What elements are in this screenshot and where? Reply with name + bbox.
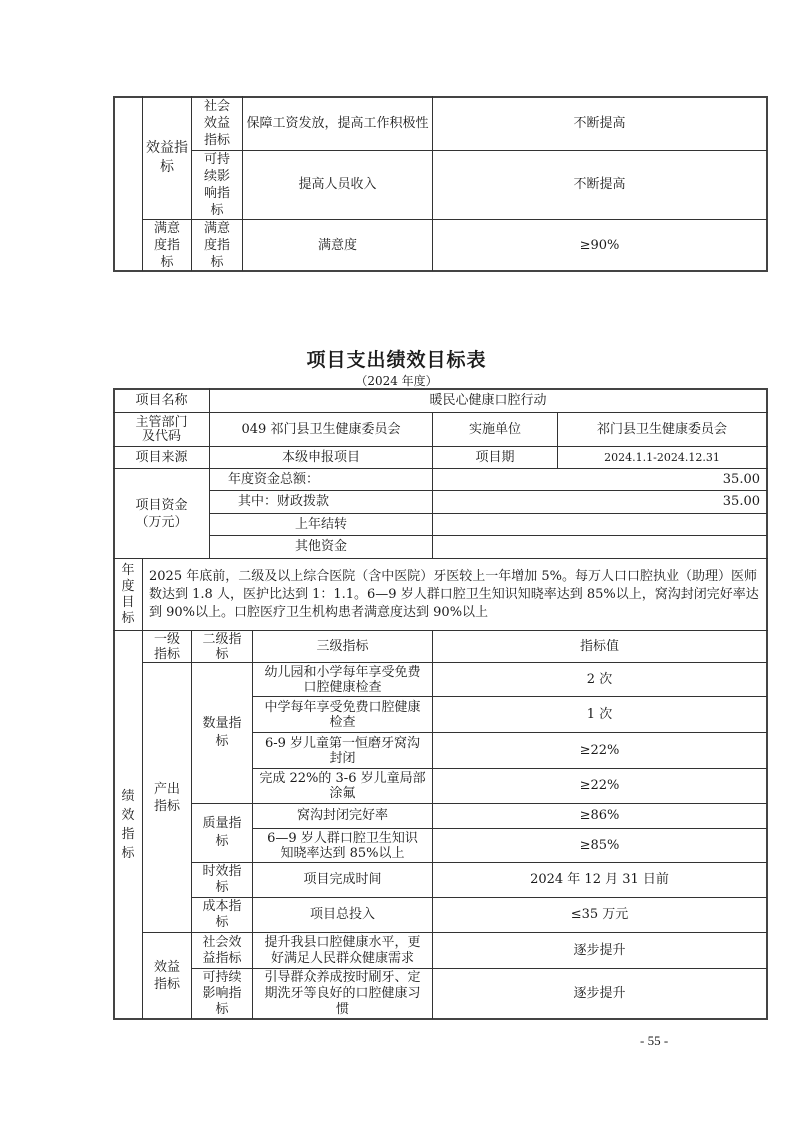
output-indicators-label: 产出指标 bbox=[153, 781, 180, 814]
header-level3: 三级指标 bbox=[316, 638, 369, 654]
value-cell: 不断提高 bbox=[573, 115, 626, 131]
funds-carryover-label: 上年结转 bbox=[294, 516, 347, 532]
level3-cell: 提高人员收入 bbox=[298, 177, 377, 192]
benefit-level3-cell: 提升我县口腔健康水平，更好满足人民群众健康需求 bbox=[264, 934, 421, 966]
border bbox=[766, 96, 768, 272]
dept-label: 主管部门及代码 bbox=[135, 414, 188, 444]
page-title: 项目支出绩效目标表 bbox=[306, 349, 487, 371]
quantity-value-cell: 2 次 bbox=[586, 671, 613, 687]
sustainable-impact-label: 可持续影响指标 bbox=[202, 969, 242, 1017]
period-label: 项目期 bbox=[475, 449, 515, 465]
performance-indicators-label: 绩效指标 bbox=[121, 789, 135, 861]
benefit-level3-cell: 引导群众养成按时刷牙、定期洗牙等良好的口腔健康习惯 bbox=[264, 969, 421, 1017]
quantity-level3-cell: 6-9 岁儿童第一恒磨牙窝沟封闭 bbox=[264, 735, 421, 766]
funds-other-value bbox=[433, 536, 766, 558]
satisfaction-value-cell: ≥90% bbox=[579, 237, 620, 253]
quality-indicators-label: 质量指标 bbox=[202, 816, 242, 849]
level3-cell: 保障工资发放，提高工作积极性 bbox=[246, 115, 429, 131]
quantity-level3-cell: 中学每年享受免费口腔健康检查 bbox=[264, 699, 421, 730]
impl-unit-label: 实施单位 bbox=[468, 421, 521, 437]
timeliness-value-cell: 2024 年 12 月 31 日前 bbox=[530, 872, 669, 887]
quality-level3-cell: 6—9 岁人群口腔卫生知识知晓率达到 85%以上 bbox=[267, 830, 418, 861]
border bbox=[113, 96, 115, 272]
quality-value-cell: ≥86% bbox=[579, 808, 620, 823]
satisfaction-level3-cell: 满意度 bbox=[317, 237, 357, 253]
quantity-indicators-label: 数量指标 bbox=[202, 716, 242, 749]
page-number: - 55 - bbox=[640, 1033, 669, 1048]
funds-total-label: 年度资金总额： bbox=[228, 471, 320, 487]
header-value: 指标值 bbox=[579, 638, 619, 654]
level2-cell: 社会效益指标 bbox=[203, 99, 230, 148]
dept-value: 049 祁门县卫生健康委员会 bbox=[241, 421, 401, 437]
page-subtitle: （2024 年度） bbox=[355, 374, 438, 388]
annual-goal-text: 2025 年底前，二级及以上综合医院（含中医院）牙医较上一年增加 5%。每万人口口腔执业（助理）医师数达到 1.8 人，医护比达到 1：1.1。6—9 岁人群口腔卫生知识知晓率达到 85%以上，窝沟封闭完好率达到 90%以上。口腔医疗卫生机构患者满意度达到 90%以上 bbox=[149, 568, 759, 620]
source-value: 本级申报项目 bbox=[281, 449, 360, 465]
benefit-indicators-label: 效益指标 bbox=[153, 960, 180, 992]
border bbox=[113, 1018, 768, 1020]
project-name-label: 项目名称 bbox=[135, 392, 188, 408]
funds-label: 项目资金（万元） bbox=[135, 497, 188, 530]
benefit-value-cell: 逐步提升 bbox=[573, 985, 626, 1001]
quantity-value-cell: ≥22% bbox=[579, 778, 620, 793]
timeliness-indicators-label: 时效指标 bbox=[202, 864, 242, 895]
social-benefit-label: 社会效益指标 bbox=[202, 934, 242, 966]
source-label: 项目来源 bbox=[135, 449, 188, 465]
cost-value-cell: ≤35 万元 bbox=[570, 907, 629, 922]
period-value: 2024.1.1-2024.12.31 bbox=[604, 450, 720, 464]
impl-unit-value: 祁门县卫生健康委员会 bbox=[596, 421, 727, 437]
header-level2: 二级指标 bbox=[202, 631, 242, 662]
funds-total-value: 35.00 bbox=[722, 471, 760, 487]
quantity-value-cell: ≥22% bbox=[579, 742, 620, 758]
project-name-value: 暖民心健康口腔行动 bbox=[429, 392, 547, 408]
funds-carryover-value bbox=[433, 514, 766, 535]
cost-indicators-label: 成本指标 bbox=[202, 899, 242, 930]
funds-other-label: 其他资金 bbox=[294, 539, 347, 554]
quality-value-cell: ≥85% bbox=[579, 837, 620, 853]
benefit-value-cell: 逐步提升 bbox=[573, 942, 626, 958]
header-level1: 一级指标 bbox=[153, 631, 180, 662]
quantity-value-cell: 1 次 bbox=[586, 706, 613, 722]
level2-cell: 可持续影响指标 bbox=[203, 152, 230, 218]
quantity-level3-cell: 完成 22%的 3-6 岁儿童局部涂氟 bbox=[259, 771, 426, 801]
benefit-indicator-label: 效益指标 bbox=[146, 140, 188, 175]
cost-level3-cell: 项目总投入 bbox=[309, 907, 375, 922]
funds-fiscal-label: 其中：财政拨款 bbox=[238, 494, 330, 509]
annual-goal-label: 年度目标 bbox=[121, 562, 135, 626]
quantity-level3-cell: 幼儿园和小学每年享受免费口腔健康检查 bbox=[264, 664, 421, 695]
quality-level3-cell: 窝沟封闭完好率 bbox=[296, 808, 388, 823]
funds-fiscal-value: 35.00 bbox=[722, 494, 760, 509]
border bbox=[766, 388, 768, 1020]
value-cell: 不断提高 bbox=[573, 177, 626, 192]
timeliness-level3-cell: 项目完成时间 bbox=[303, 872, 382, 887]
satisfaction-level1-cell: 满意度指标 bbox=[153, 221, 180, 270]
satisfaction-level2-cell: 满意度指标 bbox=[203, 221, 230, 270]
